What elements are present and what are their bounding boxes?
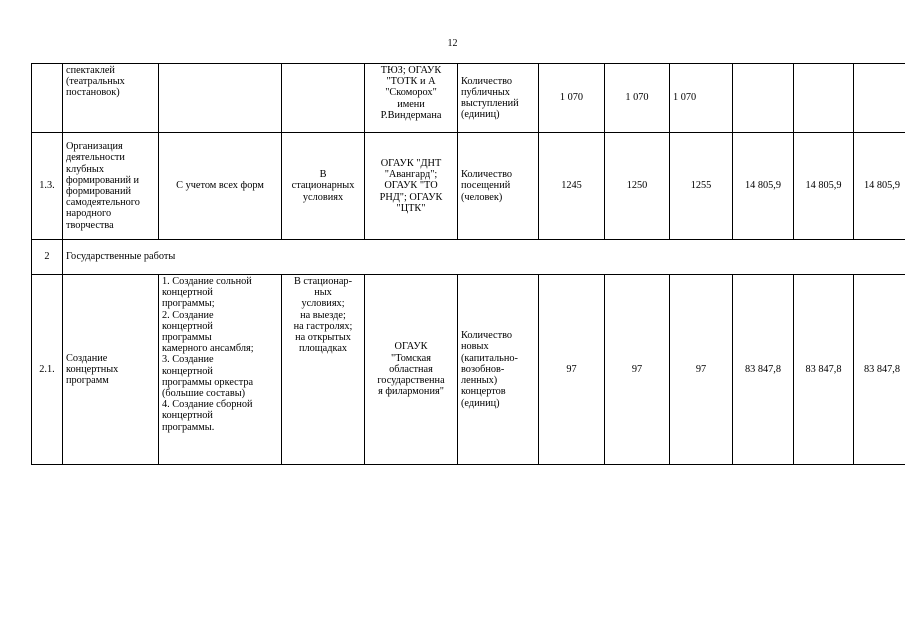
value-year2-cell: 97 [605, 275, 670, 465]
value-year3-cell: 1255 [670, 133, 733, 240]
page-number: 12 [447, 38, 458, 49]
row-number-cell: 2.1. [32, 275, 63, 465]
value-year2-cell: 1250 [605, 133, 670, 240]
content-cell: С учетом всех форм [159, 133, 282, 240]
indicator-cell: Количество публичных выступлений (единиц) [458, 64, 539, 133]
conditions-cell: В стационарных условиях [282, 133, 365, 240]
value-year3-cell: 1 070 [670, 64, 733, 133]
value-year2-cell: 1 070 [605, 64, 670, 133]
conditions-cell: В стационар- ных условиях; на выезде; на гастролях; на открытых площадках [282, 275, 365, 465]
table-row [32, 64, 905, 133]
finance-year2-cell: 14 805,9 [794, 133, 854, 240]
institution-cell: ОГАУК "Томская областная государственна я филармония" [365, 275, 458, 465]
services-table [31, 63, 905, 465]
value-year1-cell: 97 [539, 275, 605, 465]
finance-year3-cell: 83 847,8 [854, 275, 905, 465]
finance-year1-cell: 14 805,9 [733, 133, 794, 240]
finance-year1-cell [733, 64, 794, 133]
row-number-cell [32, 64, 63, 133]
value-year1-cell: 1 070 [539, 64, 605, 133]
content-cell: 1. Создание сольной концертной программы; 2. Создание концертной программы камерного ансамбля; 3. Создание концертной программы оркестра (большие составы) 4. Создание сборной концертной программы. [159, 275, 282, 465]
indicator-cell: Количество новых (капитально- возобнов- ленных) концертов (единиц) [458, 275, 539, 465]
row-number-cell: 1.3. [32, 133, 63, 240]
service-name-cell: спектаклей (театральных постановок) [63, 64, 159, 133]
table-row [32, 133, 905, 240]
finance-year3-cell [854, 64, 905, 133]
table-row [32, 275, 905, 465]
content-cell [159, 64, 282, 133]
value-year3-cell: 97 [670, 275, 733, 465]
section-number-cell: 2 [32, 240, 63, 275]
finance-year3-cell: 14 805,9 [854, 133, 905, 240]
finance-year1-cell: 83 847,8 [733, 275, 794, 465]
service-name-cell: Создание концертных программ [63, 275, 159, 465]
service-name-cell: Организация деятельности клубных формирований и формирований самодеятельного народного творчества [63, 133, 159, 240]
institution-cell: ОГАУК "ДНТ "Авангард"; ОГАУК "ТО РНД"; ОГАУК "ЦТК" [365, 133, 458, 240]
conditions-cell [282, 64, 365, 133]
section-title-cell: Государственные работы [63, 240, 905, 275]
section-header-row [32, 240, 905, 275]
finance-year2-cell [794, 64, 854, 133]
finance-year2-cell: 83 847,8 [794, 275, 854, 465]
institution-cell: ТЮЗ; ОГАУК "ТОТК и А "Скоморох" имени Р.Виндермана [365, 64, 458, 133]
value-year1-cell: 1245 [539, 133, 605, 240]
indicator-cell: Количество посещений (человек) [458, 133, 539, 240]
